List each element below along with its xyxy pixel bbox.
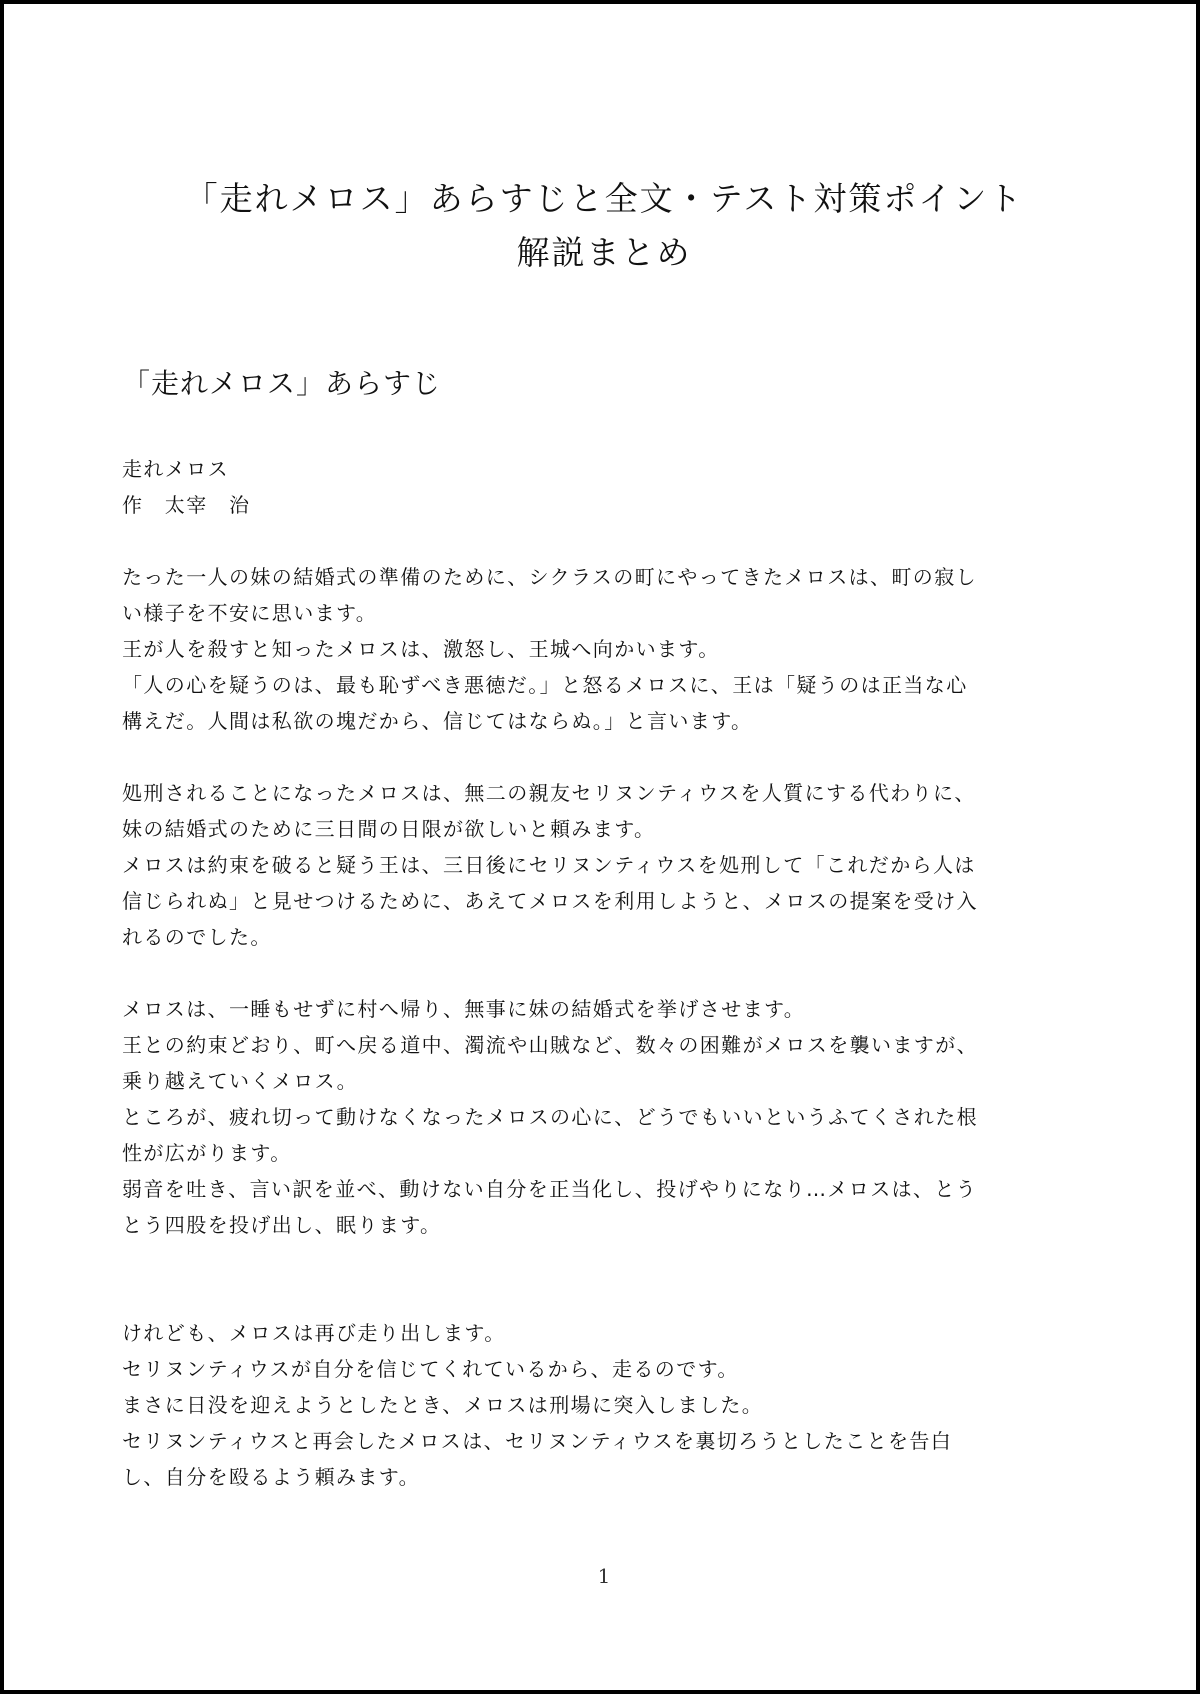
body-line: メロスは、一睡もせずに村へ帰り、無事に妹の結婚式を挙げさせます。 <box>122 997 806 1021</box>
body-line: 妹の結婚式のために三日間の日限が欲しいと頼みます。 <box>122 817 656 841</box>
page-number: 1 <box>597 1564 611 1588</box>
section-heading: 「走れメロス」あらすじ <box>122 367 442 400</box>
blank-line <box>122 1243 1082 1279</box>
body-line: セリヌンティウスと再会したメロスは、セリヌンティウスを裏切ろうとしたことを告白 <box>122 1429 953 1453</box>
summary-body <box>122 451 1082 1495</box>
blank-line <box>122 523 1082 559</box>
body-line: し、自分を殴るよう頼みます。 <box>122 1465 420 1489</box>
body-line: 乗り越えていくメロス。 <box>122 1069 358 1093</box>
body-line: 信じられぬ」と見せつけるために、あえてメロスを利用しようと、メロスの提案を受け入 <box>122 889 978 913</box>
body-line: 王が人を殺すと知ったメロスは、激怒し、王城へ向かいます。 <box>122 637 720 661</box>
body-line: セリヌンティウスが自分を信じてくれているから、走るのです。 <box>122 1357 739 1381</box>
body-line: まさに日没を迎えようとしたとき、メロスは刑場に突入しました。 <box>122 1393 764 1417</box>
blank-line <box>122 739 1082 775</box>
body-line: 処刑されることになったメロスは、無二の親友セリヌンティウスを人質にする代わりに、 <box>122 781 976 805</box>
body-line: 構えだ。人間は私欲の塊だから、信じてはならぬ。」と言います。 <box>122 709 753 733</box>
body-line: たった一人の妹の結婚式の準備のために、シクラスの町にやってきたメロスは、町の寂し <box>122 565 977 589</box>
body-line: 弱音を吐き、言い訳を並べ、動けない自分を正当化し、投げやりになり…メロスは、とう <box>122 1177 978 1201</box>
document-title <box>4 172 1200 280</box>
blank-line <box>122 955 1082 991</box>
body-line: 「人の心を疑うのは、最も恥ずべき悪徳だ。」と怒るメロスに、王は「疑うのは正当な心 <box>122 673 968 697</box>
body-line: とう四股を投げ出し、眠ります。 <box>122 1213 442 1237</box>
body-line: ところが、疲れ切って動けなくなったメロスの心に、どうでもいいというふてくされた根 <box>122 1105 978 1129</box>
body-line: れるのでした。 <box>122 925 272 949</box>
body-line: メロスは約束を破ると疑う王は、三日後にセリヌンティウスを処刑して「これだから人は <box>122 853 976 877</box>
title-line: 「走れメロス」あらすじと全文・テスト対策ポイント <box>184 179 1024 218</box>
body-line: けれども、メロスは再び走り出します。 <box>122 1321 506 1345</box>
body-line: 走れメロス <box>122 457 229 481</box>
title-line: 解説まとめ <box>516 233 692 272</box>
body-line: 王との約束どおり、町へ戻る道中、濁流や山賊など、数々の困難がメロスを襲いますが、 <box>122 1033 978 1057</box>
body-line: 性が広がります。 <box>122 1141 292 1165</box>
blank-line <box>122 1279 1082 1315</box>
body-line: い様子を不安に思います。 <box>122 601 378 625</box>
body-line: 作 太宰 治 <box>122 493 251 517</box>
